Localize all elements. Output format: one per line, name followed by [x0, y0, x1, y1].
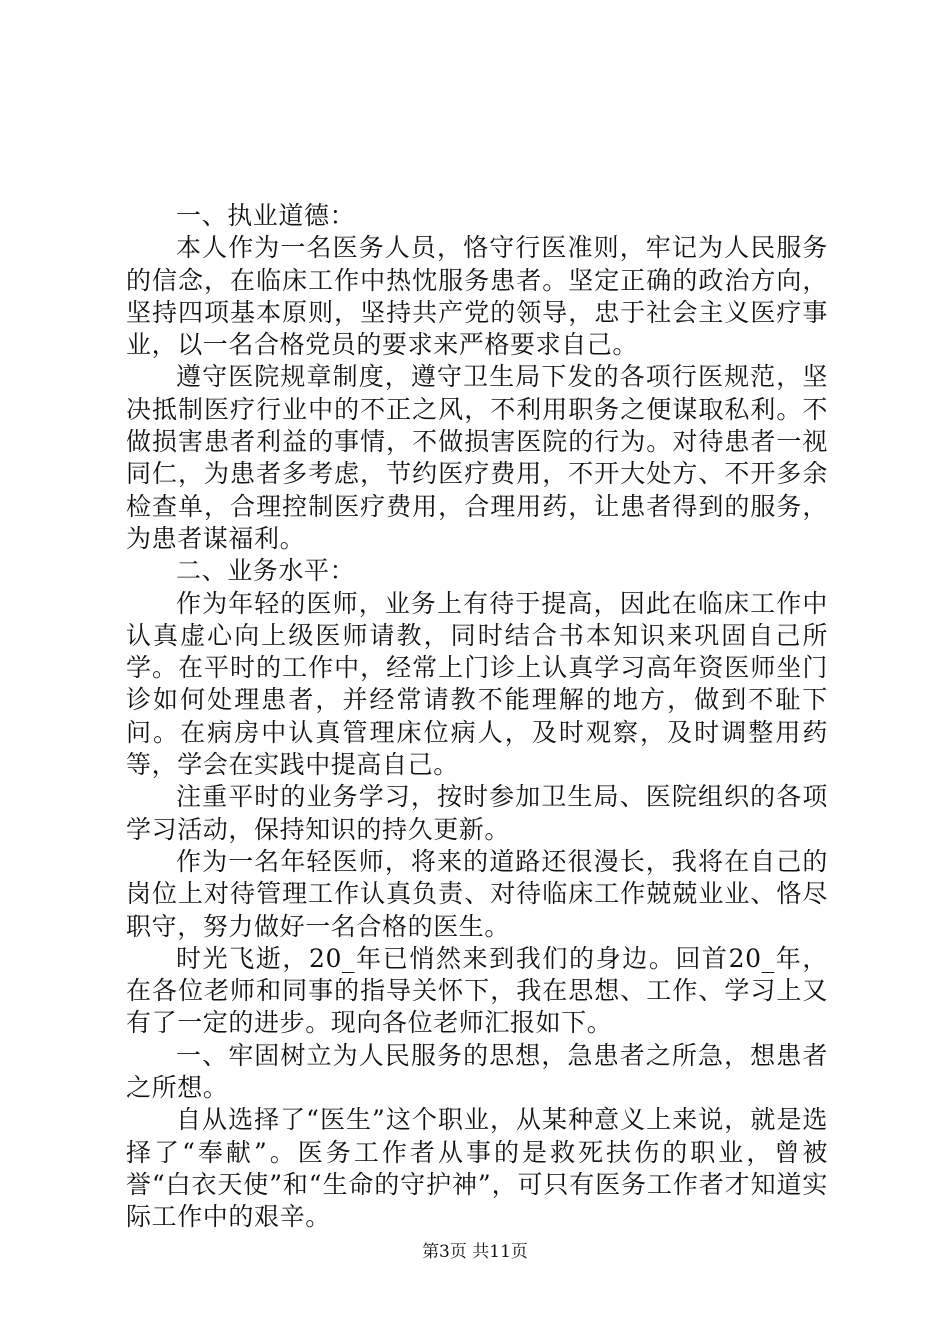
paragraph: 作为一名年轻医师，将来的道路还很漫长，我将在自己的岗位上对待管理工作认真负责、对待临床工作兢兢业业、恪尽职守，努力做好一名合格的医生。: [126, 846, 828, 941]
heading-serve-people: 一、牢固树立为人民服务的思想，急患者之所急，想患者之所想。: [126, 1040, 828, 1103]
page-number-footer: 第3页 共11页: [422, 1242, 528, 1262]
heading-professional-ethics: 一、执业道德：: [176, 201, 356, 230]
paragraph: 作为年轻的医师，业务上有待于提高，因此在临床工作中认真虚心向上级医师请教，同时结合书本知识来巩固自己所学。在平时的工作中，经常上门诊上认真学习高年资医师坐门诊如何处理患者，并经常请教不能理解的地方，做到不耻下问。在病房中认真管理床位病人，及时观察，及时调整用药等，学会在实践中提高自己。: [126, 588, 828, 780]
paragraph: 自从选择了“医生”这个职业，从某种意义上来说，就是选择了“奉献”。医务工作者从事的是救死扶伤的职业，曾被誉“白衣天使”和“生命的守护神”，可只有医务工作者才知道实际工作中的艰辛。: [126, 1105, 828, 1232]
paragraph: 注重平时的业务学习，按时参加卫生局、医院组织的各项学习活动，保持知识的持久更新。: [126, 782, 828, 844]
paragraph: 遵守医院规章制度，遵守卫生局下发的各项行医规范，坚决抵制医疗行业中的不正之风，不利用职务之便谋取私利。不做损害患者利益的事情，不做损害医院的行为。对待患者一视同仁，为患者多考虑，节约医疗费用，不开大处方、不开多余检查单，合理控制医疗费用，合理用药，让患者得到的服务，为患者谋福利。: [126, 362, 828, 553]
paragraph: 时光飞逝，20_年已悄然来到我们的身边。回首20_年，在各位老师和同事的指导关怀下，我在思想、工作、学习上又有了一定的进步。现向各位老师汇报如下。: [126, 943, 828, 1038]
document-body: [126, 200, 828, 1234]
paragraph: 本人作为一名医务人员，恪守行医准则，牢记为人民服务的信念，在临床工作中热忱服务患者。坚定正确的政治方向，坚持四项基本原则，坚持共产党的领导，忠于社会主义医疗事业，以一名合格党员的要求来严格要求自己。: [126, 233, 828, 360]
heading-professional-level: 二、业务水平：: [176, 556, 356, 586]
